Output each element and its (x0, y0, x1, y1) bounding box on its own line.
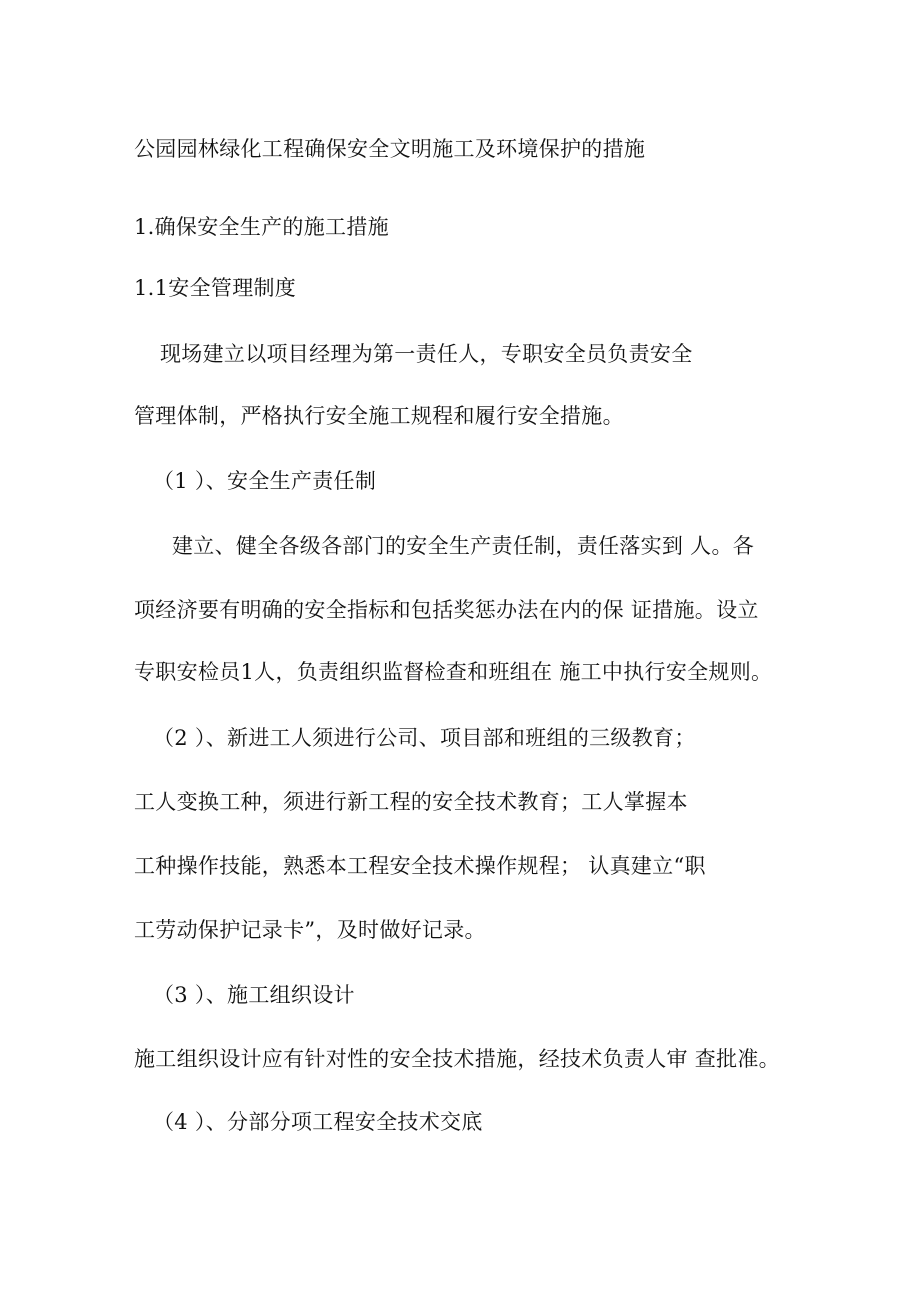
subsection-heading: 1.1安全管理制度 (134, 276, 297, 300)
paragraph-line: 工种操作技能，熟悉本工程安全技术操作规程； 认真建立“职 (134, 854, 706, 878)
paragraph-line: 工人变换工种，须进行新工程的安全技术教育；工人掌握本 (134, 790, 688, 814)
item-heading: （2 ）、新进工人须进行公司、项目部和班组的三级教育； (153, 726, 696, 750)
paragraph-line: 项经济要有明确的安全指标和包括奖惩办法在内的保 证措施。设立 (134, 598, 759, 622)
section-heading: 1.确保安全生产的施工措施 (134, 215, 389, 239)
paragraph-line: 管理体制，严格执行安全施工规程和履行安全措施。 (134, 404, 624, 428)
item-heading: （4 ）、分部分项工程安全技术交底 (153, 1110, 483, 1134)
paragraph-line: 建立、健全各级各部门的安全生产责任制，责任落实到 人。各 (172, 534, 755, 558)
paragraph-line: 专职安检员1人，负责组织监督检查和班组在 施工中执行安全规则。 (134, 660, 773, 684)
document-title: 公园园林绿化工程确保安全文明施工及环境保护的措施 (134, 137, 646, 161)
paragraph-line: 施工组织设计应有针对性的安全技术措施，经技术负责人审 查批准。 (134, 1047, 780, 1071)
item-heading: （1 ）、安全生产责任制 (153, 469, 377, 493)
paragraph-line: 现场建立以项目经理为第一责任人，专职安全员负责安全 (160, 342, 693, 366)
item-heading: （3 ）、施工组织设计 (153, 983, 355, 1007)
paragraph-line: 工劳动保护记录卡”，及时做好记录。 (134, 918, 486, 942)
